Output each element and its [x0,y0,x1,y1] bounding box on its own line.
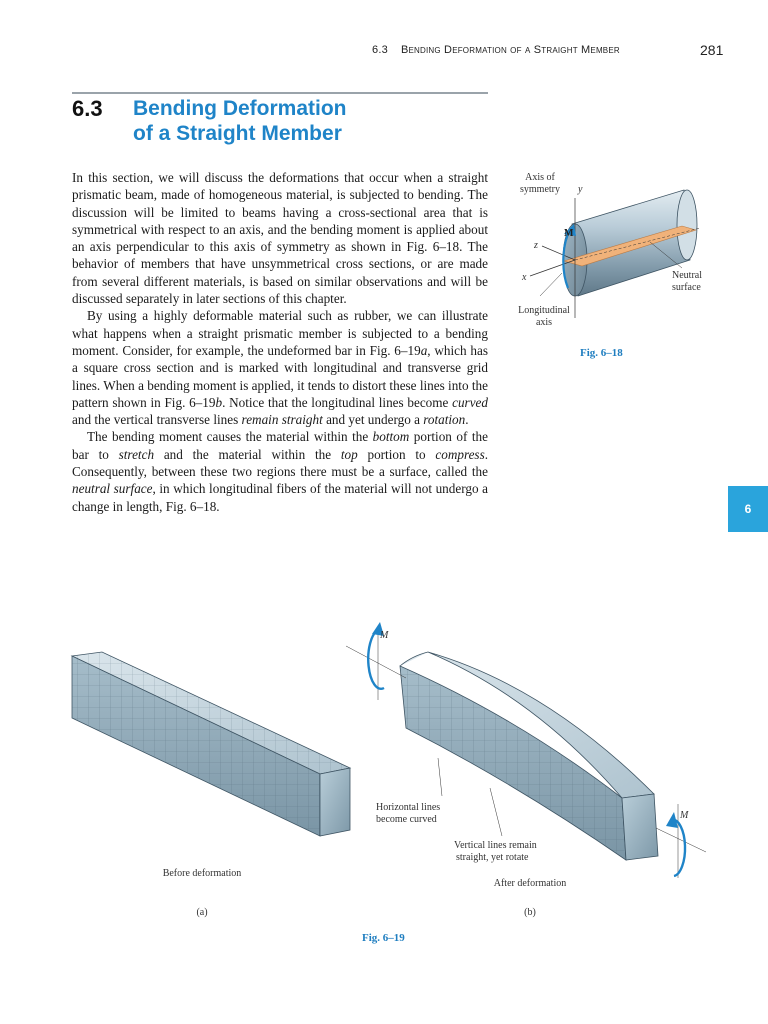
M-label: M [564,228,574,239]
after-deformation-label: After deformation [493,878,567,889]
section-title [133,96,473,146]
M-top-label: M [380,630,389,641]
figure-6-18 [500,168,720,338]
longitudinal-label-2: axis [535,317,553,328]
moment-arrow-right-icon [672,820,685,876]
longitudinal-leader [540,273,562,296]
horizontal-label-2: become curved [376,814,437,825]
paragraph-3: The bending moment causes the material within the bottom portion of the bar to stretch and the material within the top portion to compress. Consequently, between these two regions there must be a surface, called the neutral surface, in which longitudinal fibers of the material will not undergo a change in length, Fig. 6–18. [72,429,488,514]
bent-bar [400,652,658,860]
section-title-line1: Bending Deformation [133,97,347,120]
neutral-label-1: Neutral [672,270,702,281]
cylinder-far-end [677,190,697,260]
vertical-label-1: Vertical lines remain [454,840,537,851]
running-head-section: 6.3 [372,44,388,56]
horizontal-leader [438,758,442,796]
figure-a-label: (a) [196,907,208,918]
bar-end-face [320,768,350,836]
M-right-label: M [680,810,689,821]
before-deformation-label: Before deformation [162,868,242,879]
y-label: y [578,184,583,195]
longitudinal-label-1: Longitudinal [518,305,570,316]
section-number: 6.3 [72,96,103,121]
x-label: x [522,272,527,283]
figure-b-label: (b) [524,907,536,918]
running-head-title: Bending Deformation of a Straight Member [400,44,620,56]
paragraph-2: By using a highly deformable material such as rubber, we can illustrate what happens when a straight prismatic member is subjected to a bending moment. Consider, for example, the undeformed bar in Fig. 6–19a, which has a square cross section and is marked with longitudinal and transverse grid lines. When a bending moment is applied, it tends to distort these lines into the pattern shown in Fig. 6–19b. Notice that the longitudinal lines become curved and the vertical transverse lines remain straight and yet undergo a rotation. [72,308,488,428]
straight-bar [72,652,350,836]
vertical-label-2: straight, yet rotate [456,852,529,863]
section-title-line2: of a Straight Member [133,122,342,145]
vertical-leader [490,788,502,836]
z-label: z [534,240,538,251]
chapter-tab[interactable]: 6 [728,486,768,532]
body-text [72,169,488,515]
paragraph-1: In this section, we will discuss the deformations that occur when a straight prismatic beam, made of homogeneous material, is subjected to bending. The discussion will be limited to beams having a cross-sectional area that is symmetrical with respect to an axis, and the bending moment is applied about an axis perpendicular to this axis of symmetry as shown in Fig. 6–18. The behavior of members that have unsymmetrical cross sections, or are made from several different materials, is based on similar observations and will be discussed separately in later sections of this chapter. [72,170,488,307]
moment-axis-top-2 [346,646,406,678]
running-head [372,44,620,56]
figure-6-19-caption: Fig. 6–19 [362,932,405,944]
bent-bar-end-face [622,794,658,860]
figure-6-18-caption: Fig. 6–18 [580,347,623,359]
axis-of-symmetry-label-1: Axis of [525,172,555,183]
horizontal-label-1: Horizontal lines [376,802,441,813]
figure-6-19 [66,608,730,928]
neutral-label-2: surface [672,282,701,293]
moment-axis-right-2 [656,828,706,852]
page-number: 281 [700,42,724,58]
section-rule [72,92,488,94]
axis-of-symmetry-label-2: symmetry [520,184,560,195]
